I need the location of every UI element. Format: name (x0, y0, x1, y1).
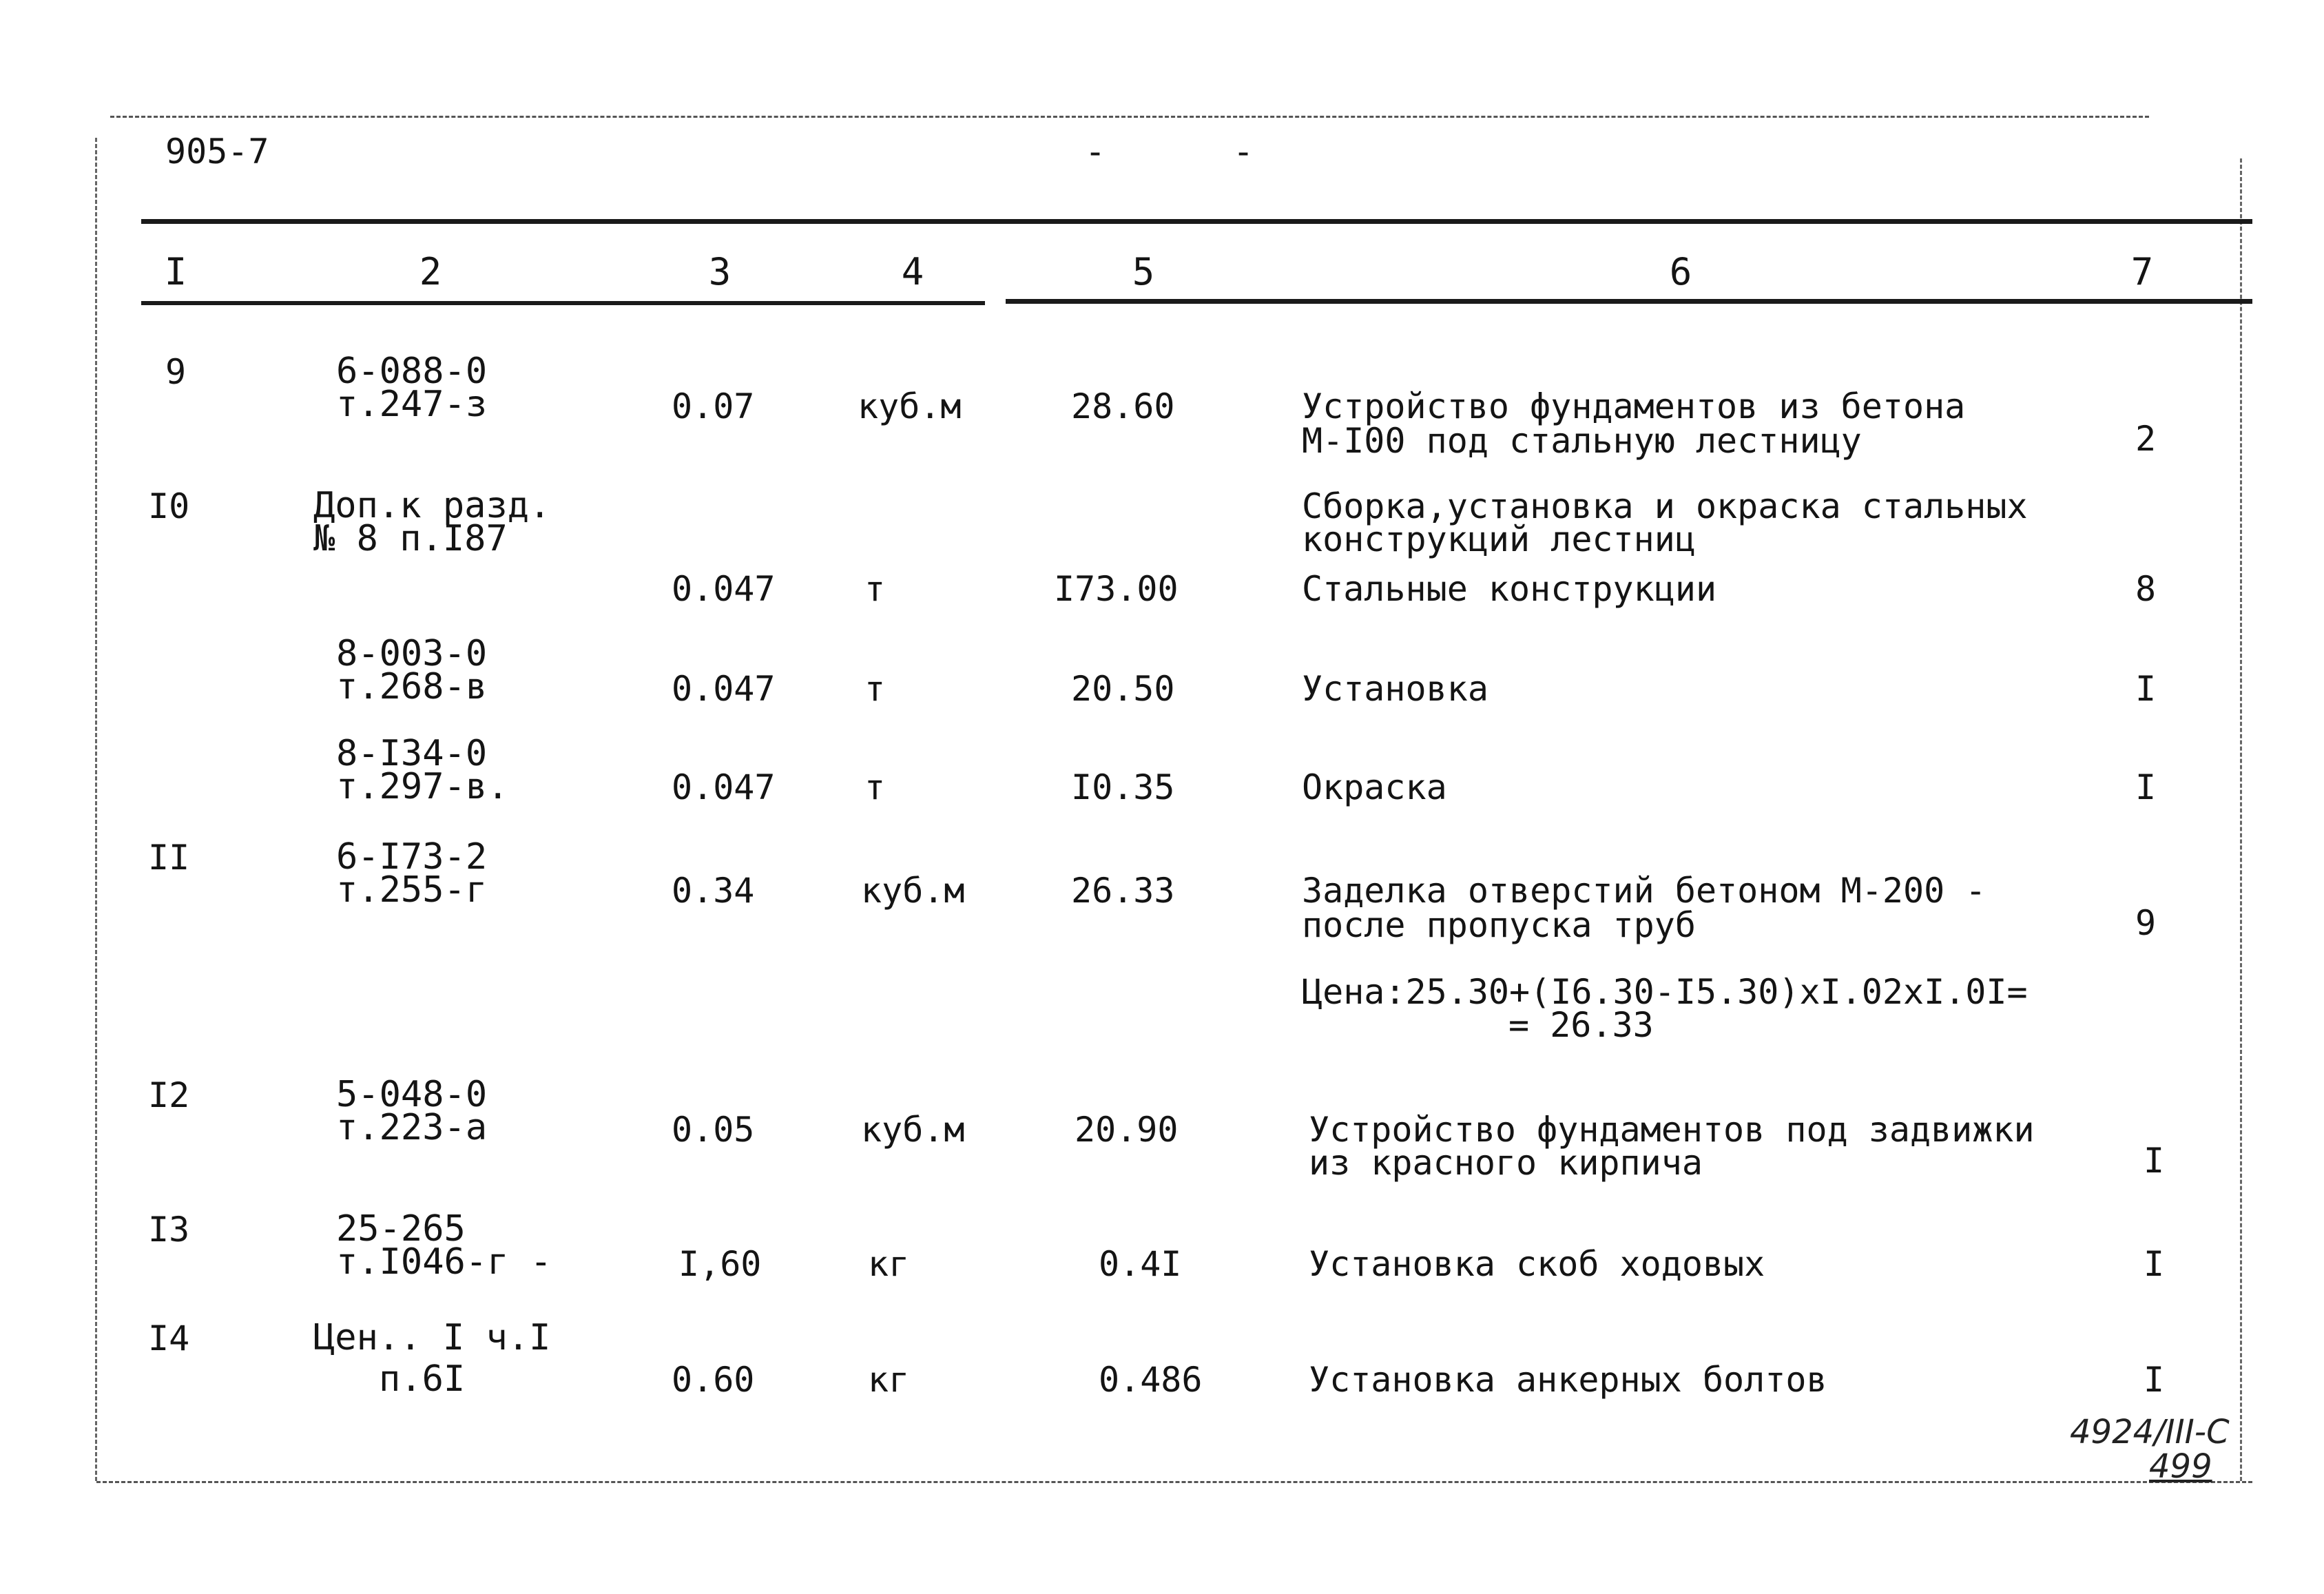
description-line1: Сборка,установка и окраска стальных (1302, 486, 2028, 526)
norm-code-line2: т.297-в. (336, 766, 509, 807)
col-header-3: 3 (708, 250, 732, 293)
left-dashed-border (95, 138, 97, 1481)
unit-price: 20.50 (1071, 669, 1175, 709)
unit: кг (868, 1360, 910, 1400)
col-header-5: 5 (1132, 250, 1155, 293)
price-formula-line2: = 26.33 (1508, 1005, 1654, 1045)
description-line1: Стальные конструкции (1302, 569, 1717, 609)
unit: т (864, 669, 886, 709)
description-line1: Устройство фундаментов под задвижки (1309, 1110, 2035, 1150)
norm-code-line1: Цен.. I ч.I (313, 1317, 551, 1358)
unit: т (864, 767, 886, 807)
unit-price: 28.60 (1071, 386, 1175, 426)
description-line2: из красного кирпича (1309, 1143, 1703, 1183)
header-bottom-rule-left (141, 301, 985, 305)
description-line2: конструкций лестниц (1302, 519, 1696, 559)
norm-code-line2: т.255-г (336, 869, 488, 911)
col7-value: I (2135, 767, 2157, 807)
col7-value: I (2144, 1244, 2165, 1284)
description-line2: после пропуска труб (1302, 905, 1696, 945)
row-number: I4 (148, 1318, 190, 1358)
sheet-stamp-line2: 499 (2149, 1447, 2212, 1486)
row-number: I2 (148, 1075, 190, 1115)
unit-price: I73.00 (1054, 569, 1179, 609)
row-number: 9 (165, 352, 187, 392)
unit: куб.м (858, 386, 962, 426)
description-line1: Установка анкерных болтов (1309, 1360, 1827, 1400)
header-bottom-rule-right (1006, 299, 2252, 304)
description-line1: Окраска (1302, 767, 1447, 807)
quantity: 0.05 (672, 1110, 755, 1150)
norm-code-line1: Доп.к разд. (313, 485, 551, 526)
col7-value: 2 (2135, 419, 2157, 459)
col7-value: 9 (2135, 903, 2157, 943)
top-dashed-border (110, 116, 2149, 118)
description-line1: Заделка отверстий бетоном М-200 - (1302, 871, 1986, 911)
top-mark-1: - (1085, 132, 1106, 172)
unit-price: 20.90 (1075, 1110, 1179, 1150)
norm-code-line1: 6-088-0 (336, 351, 488, 392)
unit: куб.м (861, 1110, 965, 1150)
unit-price: I0.35 (1071, 767, 1175, 807)
description-line1: Устройство фундаментов из бетона (1302, 386, 1966, 426)
quantity: 0.047 (672, 767, 776, 807)
top-mark-2: - (1233, 132, 1254, 172)
row-number: I0 (148, 486, 190, 526)
description-line1: Установка (1302, 669, 1488, 709)
row-number: II (148, 838, 190, 878)
col7-value: I (2144, 1141, 2165, 1181)
quantity: 0.07 (672, 386, 755, 426)
sheet-stamp-line1: 4924/III-C (2070, 1413, 2230, 1451)
unit-price: 0.486 (1099, 1360, 1203, 1400)
col-header-1: I (164, 250, 187, 293)
quantity: I,60 (678, 1244, 762, 1284)
norm-code-line2: № 8 п.I87 (313, 518, 508, 559)
document-code: 905-7 (165, 132, 269, 172)
norm-code-line2: т.268-в (336, 666, 488, 707)
norm-code-line1: 8-I34-0 (336, 733, 488, 774)
norm-code-line2: п.6I (379, 1358, 466, 1400)
norm-code-line2: т.I046-г - (336, 1241, 552, 1283)
norm-code-line1: 5-048-0 (336, 1074, 488, 1115)
norm-code-line1: 8-003-0 (336, 633, 488, 674)
quantity: 0.047 (672, 669, 776, 709)
description-line2: М-I00 под стальную лестницу (1302, 421, 1862, 461)
norm-code-line1: 25-265 (336, 1208, 466, 1250)
description-line1: Установка скоб ходовых (1309, 1244, 1765, 1284)
norm-code-line1: 6-I73-2 (336, 836, 488, 878)
col-header-2: 2 (419, 250, 442, 293)
unit-price: 0.4I (1099, 1244, 1182, 1284)
header-top-rule (141, 219, 2252, 224)
col7-value: 8 (2135, 569, 2157, 609)
unit: куб.м (861, 871, 965, 911)
price-formula-line1: Цена:25.30+(I6.30-I5.30)xI.02xI.0I= (1302, 972, 2028, 1012)
quantity: 0.34 (672, 871, 755, 911)
norm-code-line2: т.247-з (336, 384, 488, 425)
col-header-4: 4 (901, 250, 924, 293)
col7-value: I (2135, 669, 2157, 709)
bottom-dashed-border (96, 1481, 2252, 1483)
col-header-7: 7 (2130, 250, 2154, 293)
quantity: 0.60 (672, 1360, 755, 1400)
col-header-6: 6 (1669, 250, 1692, 293)
row-number: I3 (148, 1210, 190, 1250)
norm-code-line2: т.223-а (336, 1107, 488, 1148)
unit: т (864, 569, 886, 609)
unit: кг (868, 1244, 910, 1284)
quantity: 0.047 (672, 569, 776, 609)
col7-value: I (2144, 1360, 2165, 1400)
right-dashed-border (2240, 158, 2242, 1481)
unit-price: 26.33 (1071, 871, 1175, 911)
